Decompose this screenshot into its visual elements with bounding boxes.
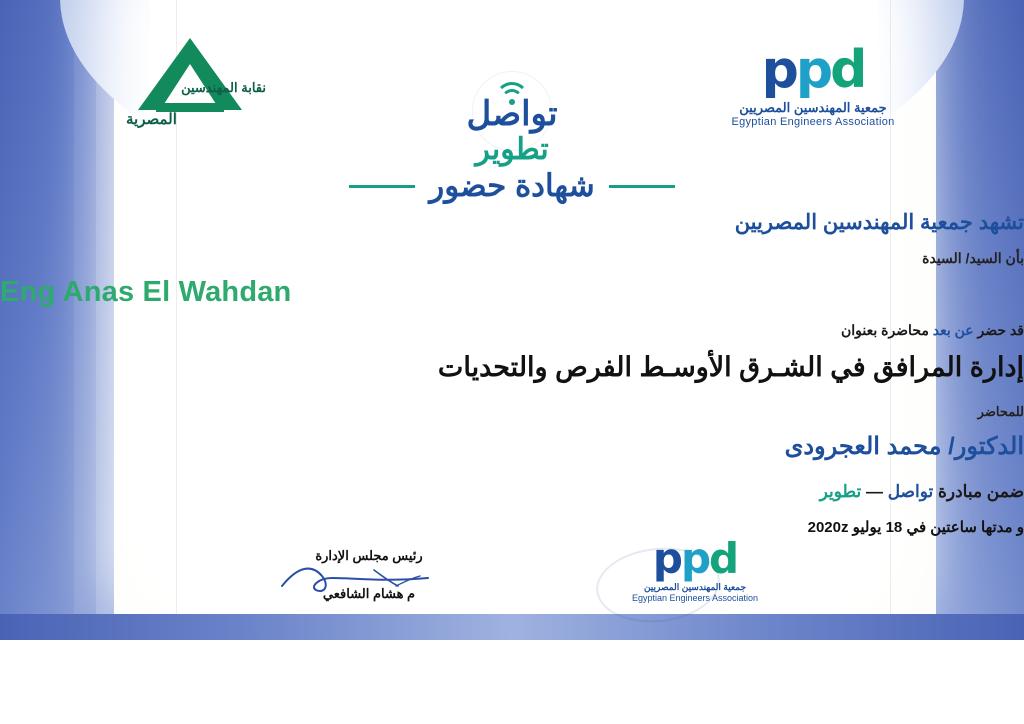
signatory-role: رئيس مجلس الإدارة: [315, 548, 423, 563]
tatweer-word: تطوير: [475, 133, 549, 167]
ppd-letter-d-bottom: d: [709, 534, 738, 583]
duration-and-date: و مدتها ساعتين في 18 يوليو 2020z: [807, 519, 1024, 536]
attendance-highlight: عن بعد: [932, 322, 974, 338]
ppd-english-name-bottom: Egyptian Engineers Association: [631, 593, 759, 603]
initiative-prefix: ضمن مبادرة: [937, 482, 1024, 501]
lecturer-label: للمحاضر: [977, 404, 1024, 419]
ppd-letter-d: d: [830, 40, 865, 100]
title-rule-right: [609, 185, 675, 188]
certificate-title-row: [0, 168, 1024, 204]
syndicate-arabic-line2: المصرية: [126, 111, 177, 128]
handwritten-signature: [278, 556, 448, 602]
ppd-letter-p1-bottom: p: [652, 534, 681, 583]
right-blue-band: [936, 0, 1024, 640]
ppd-arabic-name-bottom: جمعية المهندسين المصريين: [643, 582, 747, 592]
initiative-word-tawasol: تواصل: [887, 482, 934, 501]
ppd-wordmark: [698, 40, 928, 100]
attendance-line: [0, 322, 1024, 339]
syndicate-triangle-icon: [138, 34, 242, 114]
ppd-english-name: Egyptian Engineers Association: [731, 116, 895, 128]
initiative-line: [0, 482, 1024, 502]
attendance-suffix: محاضرة بعنوان: [840, 322, 929, 338]
recipient-name: Eng Anas El Wahdan: [0, 276, 292, 308]
lecture-title: إدارة المرافق في الشـرق الأوسـط الفرص والتحديات: [437, 352, 1024, 382]
initiative-word-tatweer: تطوير: [819, 482, 862, 501]
title-rule-left: [349, 185, 415, 188]
left-blue-band-secondary: [74, 0, 114, 640]
ppd-letter-p2-bottom: p: [680, 534, 710, 583]
page-title: شهادة حضور: [429, 168, 595, 203]
tawasol-tatweer-logo: [397, 78, 627, 166]
tawasol-word: تواصل: [466, 95, 558, 133]
ppd-letter-p1: p: [761, 40, 796, 100]
bottom-blue-strip: [0, 614, 1024, 640]
lecturer-name: الدكتور/ محمد العجرودى: [784, 433, 1024, 460]
attendance-prefix: قد حضر: [977, 322, 1024, 338]
ppd-arabic-name: جمعية المهندسين المصريين: [739, 100, 887, 115]
signatory-name: م هشام الشافعي: [322, 586, 416, 601]
ppd-logo-bottom: [620, 534, 770, 603]
ppd-logo-top: [698, 40, 928, 128]
syndicate-arabic-line1: نقابة المهندسين: [181, 80, 266, 95]
issuer-line: تشهد جمعية المهندسين المصريين: [734, 211, 1024, 234]
awarded-to-label: بأن السيد/ السيدة: [922, 250, 1024, 266]
egyptian-engineers-syndicate-logo: [110, 34, 270, 144]
bottom-white-margin: [0, 640, 1024, 724]
initiative-dash: —: [865, 482, 883, 501]
ppd-letter-p2: p: [795, 40, 831, 100]
ppd-wordmark-bottom: [620, 534, 770, 583]
